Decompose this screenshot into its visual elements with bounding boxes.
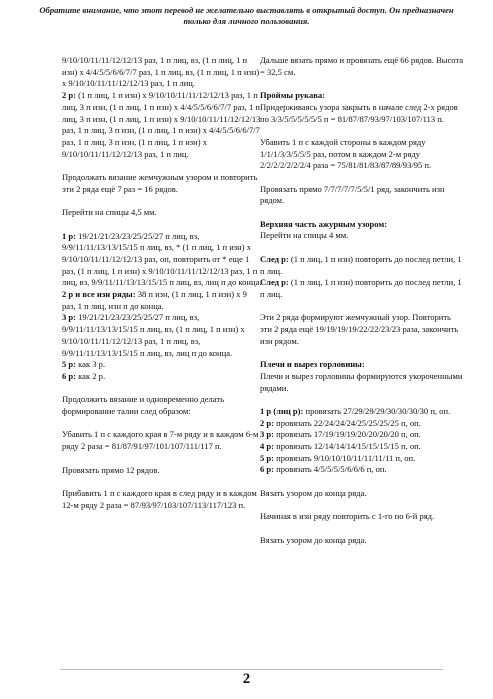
pattern-paragraph (260, 102, 465, 125)
paragraph-text: (1 п лиц, 1 п изн) повторить до послед петли, 1 п лиц. (260, 277, 462, 299)
pattern-paragraph (260, 371, 465, 394)
paragraph-text: провязать 17/19/19/19/20/20/20/20 п, оп. (274, 429, 421, 440)
footer-divider (60, 669, 443, 670)
pattern-paragraph (260, 90, 465, 102)
pattern-paragraph (62, 394, 262, 417)
row-label: 6 р: (62, 370, 77, 381)
pattern-paragraph (260, 137, 465, 172)
paragraph-text: Продолжить вязание и одновременно делать формирование талии след образом: (62, 394, 225, 417)
row-label: 2 р и все изн ряды: (62, 289, 136, 300)
pattern-paragraph (62, 90, 262, 160)
paragraph-text: Перейти на спицы 4,5 мм. (62, 207, 157, 218)
paragraph-text: 9/10/10/11/11/12/12/13 раз, 1 п лиц, вз, (1 п лиц, 1 п изн) х 4/4/5/5/6/6/7/7 раз, 1 п лиц, вз, (1 п лиц, 1 п изн) х 9/10/10/11/11/12/12/13 раз, 1 п лиц. (62, 55, 260, 89)
pattern-paragraph (260, 55, 465, 78)
paragraph-text: провязать 9/10/10/10/11/11/11/11 п, оп. (274, 452, 416, 463)
paragraph-text: Убавить 1 п с каждого края в 7-м ряду и в каждом 6-м ряду 2 раза = 81/87/91/97/101/107/111/117 п. (62, 429, 259, 452)
pattern-paragraph (62, 488, 262, 511)
pattern-paragraph (260, 359, 465, 371)
row-label: 5 р: (62, 359, 77, 370)
row-label: 2 р: (62, 90, 77, 101)
paragraph-text: (1 п лиц, 1 п изн) повторить до послед петли, 1 п лиц. (260, 253, 462, 276)
row-label: 5 р: (260, 452, 275, 463)
pattern-paragraph (62, 429, 262, 452)
pattern-paragraph (62, 172, 262, 195)
left-column (62, 55, 262, 523)
row-label: 4 р: (260, 441, 275, 452)
paragraph-text: Перейти на спицы 4 мм. (260, 230, 349, 241)
row-label: 1 р (лиц р): (260, 405, 304, 416)
row-label: 6 р: (260, 464, 275, 475)
paragraph-text: Придерживаясь узора закрыть в начале след 2-х рядов по 3/3/5/5/5/5/5/5 п = 81/87/87/93/97/103/107/113 п. (260, 101, 458, 124)
pattern-paragraph (62, 312, 262, 359)
pattern-paragraph (260, 429, 465, 441)
pattern-paragraph (260, 184, 465, 207)
row-label: 3 р: (62, 312, 77, 323)
paragraph-text: провязать 22/24/24/24/25/25/25/25 п, оп. (274, 417, 421, 428)
paragraph-text: Эти 2 ряда формируют жемчужный узор. Повторить эти 2 ряда ещё 19/19/19/19/22/22/23/23 раза, закончить изн рядом. (260, 312, 459, 346)
paragraph-text: 19/21/21/23/23/25/25/27 п лиц, вз, 9/9/11/11/13/13/15/15 п лиц, вз, * (1 п лиц, 1 п изн) х 9/10/10/11/11/12/12/13 раз, оп, повторить от * еще 1 раз, (1 п лиц, 1 п изн) х 9/10/10/11/11/12/12/13 раз, 1 п лиц, вз, 9/9/11/11/13/13/15/15 п лиц, вз, лиц п до конца. (62, 230, 262, 288)
pattern-paragraph (260, 406, 465, 418)
paragraph-text: Провязать прямо 7/7/7/7/7/5/5/1 ряд, закончить изн рядом. (260, 183, 445, 206)
pattern-paragraph (62, 231, 262, 290)
row-label: След р: (260, 253, 289, 264)
paragraph-text: провязать 27/29/29/29/30/30/30/30 п, оп. (303, 405, 451, 416)
row-label: 1 р: (62, 230, 77, 241)
paragraph-text: провязать 12/14/14/14/15/15/15/15 п, оп. (274, 441, 421, 452)
pattern-paragraph (260, 219, 465, 231)
paragraph-text: Продолжать вязание жемчужным узором и повторить эти 2 ряда ещё 7 раз = 16 рядов. (62, 172, 258, 194)
page-number: 2 (242, 671, 251, 687)
right-column (260, 55, 465, 558)
paragraph-text: Плечи и вырез горловины формируются укороченными рядами. (260, 370, 463, 393)
private-use-notice: Обратите внимание, что этот перевод не желательно выставлять в открытый доступ. Он предназначен только для личного пользования. (39, 5, 454, 26)
row-label: Плечи и вырез горловины: (260, 359, 365, 370)
paragraph-text: Дальше вязать прямо и провязать ещё 66 рядов. Высота = 32,5 см. (260, 55, 464, 77)
pattern-paragraph (260, 453, 465, 465)
pattern-paragraph (260, 418, 465, 430)
paragraph-text: провязать 4/5/5/5/5/6/6/6 п, оп. (274, 464, 387, 475)
pattern-paragraph (260, 312, 465, 347)
pattern-paragraph (62, 207, 262, 219)
pattern-paragraph (62, 55, 262, 90)
pattern-paragraph (260, 254, 465, 277)
pattern-paragraph (62, 289, 262, 312)
pattern-paragraph (62, 359, 262, 371)
row-label: 3 р: (260, 429, 275, 440)
row-label: Верхняя часть ажурным узором: (260, 218, 388, 229)
pattern-paragraph (260, 464, 465, 476)
pattern-paragraph (62, 371, 262, 383)
pattern-paragraph (260, 511, 465, 523)
paragraph-text: 19/21/21/23/23/25/25/27 п лиц, вз, 9/9/11/11/13/13/15/15 п лиц, вз, (1 п лиц, 1 п изн) х 9/10/10/11/11/12/12/13 раз, 1 п лиц, вз, 9/9/11/11/13/13/15/15 п лиц, вз, лиц п до конца. (62, 312, 245, 358)
paragraph-text: 38 п изн, (1 п лиц, 1 п изн) х 9 раз, 1 п лиц, изн п до конца. (62, 289, 247, 311)
pattern-paragraph (260, 535, 465, 547)
paragraph-text: Убавить 1 п с каждой стороны в каждом ряду 1/1/1/3/3/5/5/5 раз, потом в каждом 2-м ряду 2/2/2/2/2/2/2/4 раза = 75/81/81/83/87/89/93/95 п. (260, 136, 432, 171)
paragraph-text: как 3 р. (76, 359, 106, 370)
row-label: 2 р: (260, 417, 275, 428)
paragraph-text: Начиная в изн ряду повторить с 1-го по 6-й ряд. (260, 511, 435, 522)
row-label: Проймы рукава: (260, 90, 325, 101)
pattern-paragraph (62, 465, 262, 477)
pattern-paragraph (260, 230, 465, 242)
paragraph-text: Вязать узором до конца ряда. (260, 487, 367, 498)
paragraph-text: (1 п лиц, 1 п изн) х 9/10/10/11/11/12/12/13 раз, 1 п лиц, 3 п изн, (1 п лиц, 1 п изн) х 4/4/5/5/6/6/7/7 раз, 1 п лиц, 3 п изн, (1 п лиц, 1 п изн) х 9/10/10/11/11/12/12/13 раз, 1 п лиц, 3 п изн, (1 п лиц, 1 п изн) х 4/4/5/5/6/6/7/7 раз, 1 п лиц, 3 п изн, (1 п лиц, 1 п изн) х 9/10/10/11/11/12/12/13 раз, 1 п лиц. (62, 90, 261, 159)
paragraph-text: Прибавить 1 п с каждого края в след ряду и в каждом 12-м ряду 2 раза = 87/93/97/103/107/113/117/123 п. (62, 487, 257, 510)
paragraph-text: Вязать узором до конца ряда. (260, 534, 367, 545)
pattern-paragraph (260, 441, 465, 453)
paragraph-text: Провязать прямо 12 рядов. (62, 464, 160, 475)
row-label: След р: (260, 277, 289, 288)
pattern-paragraph (260, 277, 465, 300)
pattern-paragraph (260, 488, 465, 500)
paragraph-text: как 2 р. (76, 370, 106, 381)
